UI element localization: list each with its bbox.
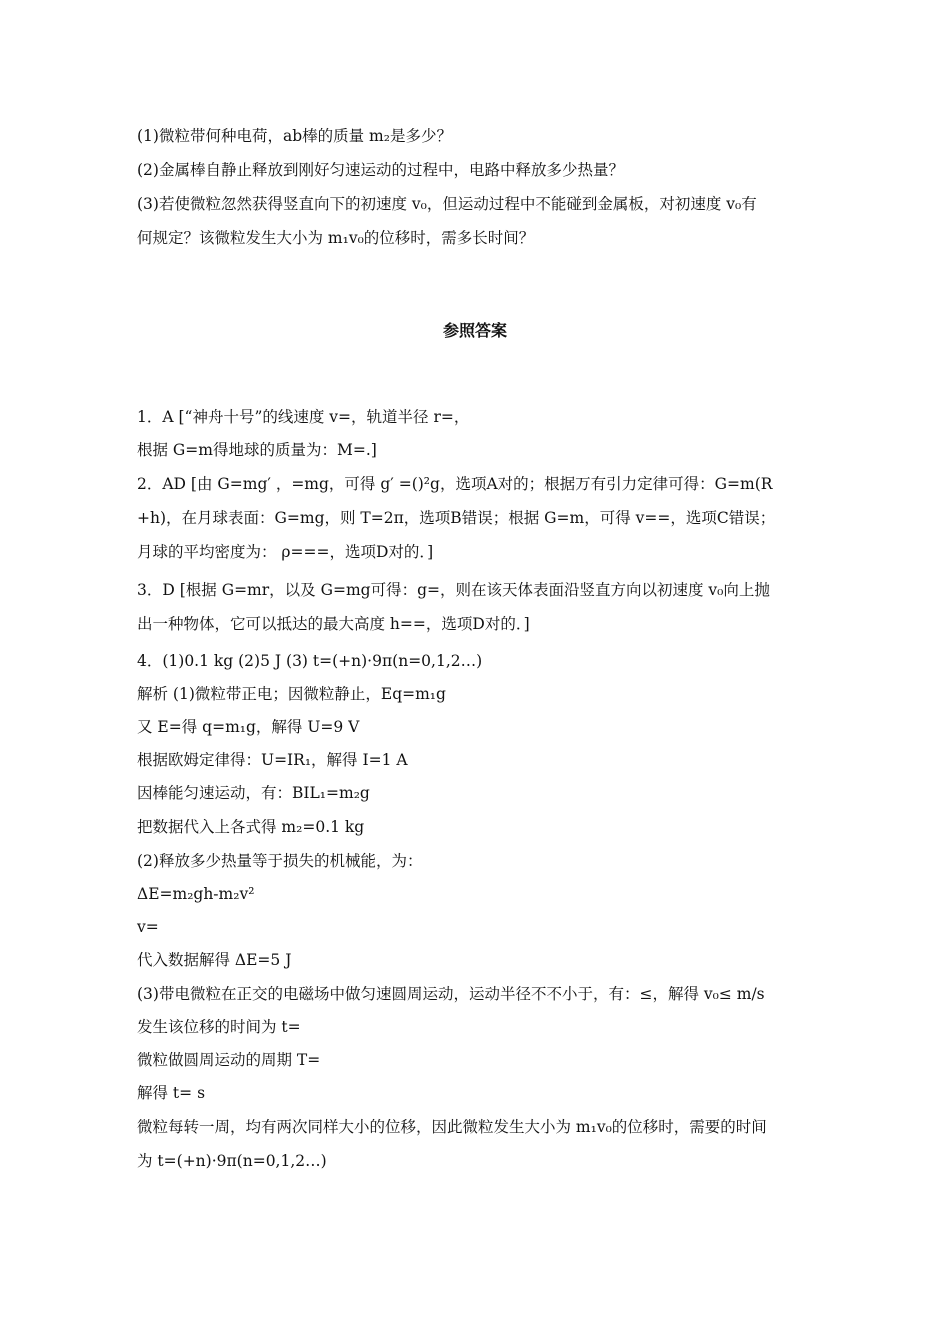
answer-line: (2)释放多少热量等于损失的机械能，为：	[137, 852, 423, 870]
answer-line: ΔE=m₂gh-m₂v²	[137, 885, 255, 903]
question-line-4: 何规定？该微粒发生大小为 m₁v₀的位移时，需多长时间？	[137, 229, 535, 247]
answer-line: 解析 (1)微粒带正电；因微粒静止，Eq=m₁g	[137, 685, 446, 703]
answer-line: 因棒能匀速运动，有：BIL₁=m₂g	[137, 784, 370, 802]
answer-line: 把数据代入上各式得 m₂=0.1 kg	[137, 818, 365, 836]
question-line-2: (2)金属棒自静止释放到刚好匀速运动的过程中，电路中释放多少热量？	[137, 161, 624, 179]
answer-line: v=	[137, 918, 159, 936]
answer-line: 根据 G=m得地球的质量为：M=.]	[137, 441, 377, 459]
answer-line: 发生该位移的时间为 t=	[137, 1018, 301, 1036]
answer-line: 3．D [根据 G=mr，以及 G=mg可得：g=，则在该天体表面沿竖直方向以初速度 v₀向上抛	[137, 581, 770, 599]
question-line-3: (3)若使微粒忽然获得竖直向下的初速度 v₀，但运动过程中不能碰到金属板，对初速度 v₀有	[137, 195, 757, 213]
answer-line: 4．(1)0.1 kg (2)5 J (3) t=(+n)·9π(n=0,1,2…)	[137, 652, 483, 670]
answer-line: 根据欧姆定律得：U=IR₁，解得 I=1 A	[137, 751, 408, 769]
answer-line: (3)带电微粒在正交的电磁场中做匀速圆周运动，运动半径不不小于，有：≤，解得 v₀≤ m/s	[137, 985, 765, 1003]
answer-line: 代入数据解得 ΔE=5 J	[137, 951, 292, 969]
answer-line: 解得 t= s	[137, 1084, 206, 1102]
answer-line: 月球的平均密度为： ρ===，选项D对的．]	[137, 543, 434, 561]
answer-line: 出一种物体，它可以抵达的最大高度 h==，选项D对的．]	[137, 615, 530, 633]
answer-line: 为 t=(+n)·9π(n=0,1,2…)	[137, 1152, 327, 1170]
answer-line: +h)，在月球表面：G=mg，则 T=2π，选项B错误；根据 G=m，可得 v==，选项C错误；	[137, 509, 776, 527]
answer-section-title: 参照答案	[442, 321, 507, 340]
answer-line: 2．AD [由 G=mg′ ，=mg，可得 g′ =()²g，选项A对的；根据万有引力定律可得：G=m(R	[137, 475, 773, 493]
question-line-1: (1)微粒带何种电荷，ab棒的质量 m₂是多少？	[137, 127, 452, 145]
answer-line: 微粒每转一周，均有两次同样大小的位移，因此微粒发生大小为 m₁v₀的位移时，需要的时间	[137, 1118, 767, 1136]
answer-line: 1．A [“神舟十号”的线速度 v=，轨道半径 r=，	[137, 408, 470, 426]
answer-line: 微粒做圆周运动的周期 T=	[137, 1051, 321, 1069]
answer-line: 又 E=得 q=m₁g，解得 U=9 V	[137, 718, 360, 736]
